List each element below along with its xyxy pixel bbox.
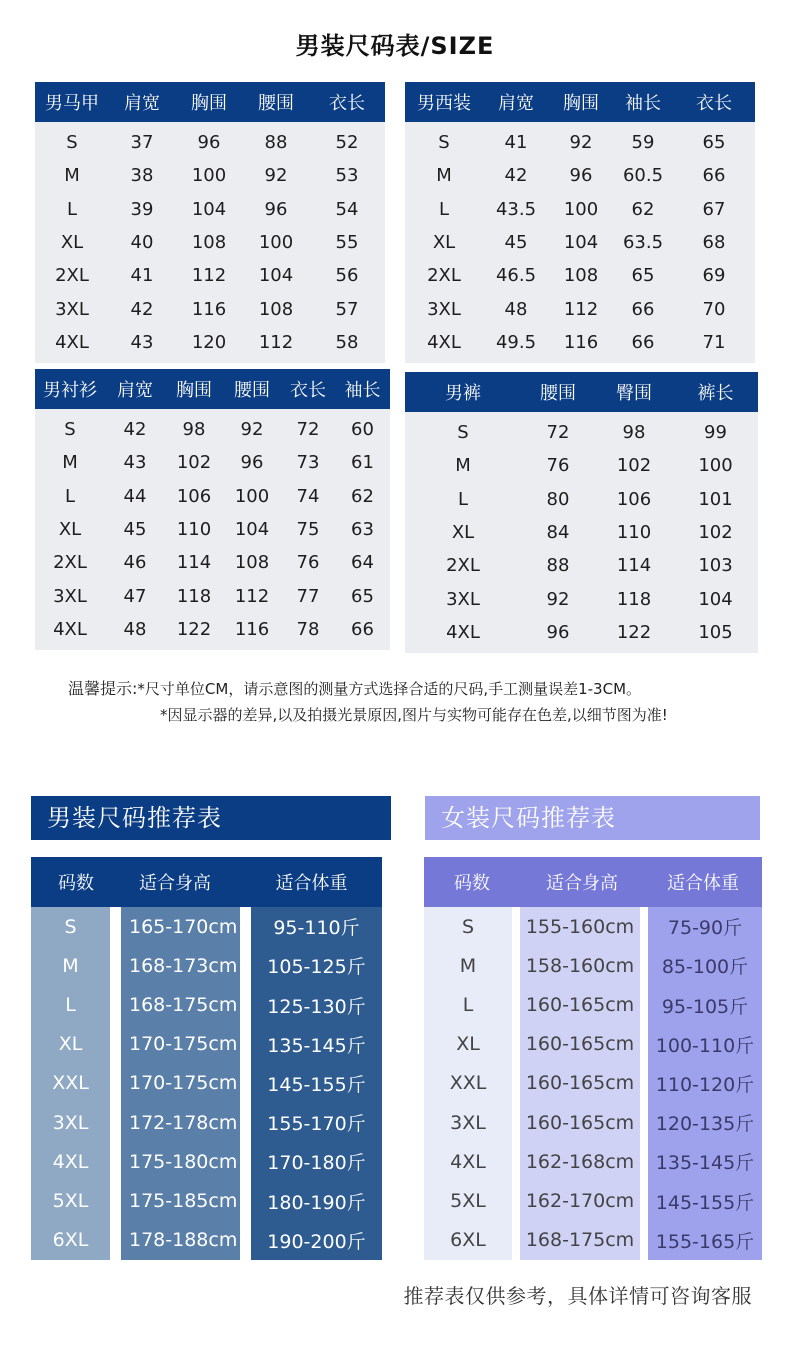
table-cell: 68 xyxy=(702,232,726,254)
table-header-row xyxy=(405,82,755,122)
weight-cell: 135-145斤 xyxy=(655,1152,755,1175)
table-cell: 57 xyxy=(335,298,359,320)
table-cell: 70 xyxy=(702,298,726,320)
header-cell: 袖长 xyxy=(344,380,381,401)
table-cell: 102 xyxy=(176,452,212,474)
weight-cell: 85-100斤 xyxy=(661,956,749,979)
table-cell: 118 xyxy=(176,585,212,607)
table-cell: 67 xyxy=(702,198,726,220)
table-cell: 39 xyxy=(130,198,154,220)
weight-cell: 190-200斤 xyxy=(267,1230,366,1253)
header-cell: 肩宽 xyxy=(498,93,534,114)
table-cell: 108 xyxy=(258,298,294,320)
table-row xyxy=(35,513,390,546)
height-cell: 165-170cm xyxy=(129,915,238,938)
table-header-row xyxy=(35,82,385,122)
weight-cell: 125-130斤 xyxy=(267,995,366,1018)
table-cell: 106 xyxy=(176,485,212,507)
table-cell: 116 xyxy=(563,331,599,353)
women-height-column xyxy=(520,907,640,1260)
table-cell: 2XL xyxy=(55,265,89,287)
header-cell: 裤长 xyxy=(697,383,734,404)
table-cell: 41 xyxy=(130,265,154,287)
header-cell: 袖长 xyxy=(625,93,661,114)
weight-cell: 145-155斤 xyxy=(655,1191,755,1214)
header-cell: 胸围 xyxy=(191,93,227,114)
table-cell: 92 xyxy=(240,419,264,441)
table-row xyxy=(405,412,758,449)
table-cell: 88 xyxy=(264,132,288,154)
height-cell: 172-178cm xyxy=(129,1111,238,1134)
table-cell: 37 xyxy=(130,132,154,154)
weight-cell: 95-110斤 xyxy=(273,917,360,940)
table-cell: 61 xyxy=(351,452,374,474)
table-row xyxy=(35,193,385,226)
size-cell: 4XL xyxy=(450,1150,486,1173)
table-cell: S xyxy=(457,422,469,444)
table-cell: 3XL xyxy=(53,585,87,607)
table-cell: 64 xyxy=(351,552,374,574)
table-cell: 73 xyxy=(296,452,320,474)
table-cell: 100 xyxy=(234,485,270,507)
table-cell: 98 xyxy=(182,419,206,441)
size-cell: XL xyxy=(456,1033,480,1056)
table-row xyxy=(35,579,390,612)
table-row xyxy=(405,483,758,516)
table-row xyxy=(35,480,390,513)
weight-cell: 170-180斤 xyxy=(267,1152,366,1175)
table-cell: 114 xyxy=(176,552,212,574)
suit-size-table xyxy=(405,82,755,363)
table-cell: 108 xyxy=(234,552,270,574)
table-header-row xyxy=(35,369,390,409)
height-cell: 175-180cm xyxy=(129,1150,238,1173)
header-cell: 男裤 xyxy=(445,383,481,404)
table-cell: 112 xyxy=(258,331,294,353)
table-cell: 77 xyxy=(296,585,320,607)
header-cell: 臀围 xyxy=(616,383,652,404)
table-cell: 2XL xyxy=(446,555,480,577)
table-cell: 4XL xyxy=(446,621,480,643)
table-cell: 62 xyxy=(351,485,374,507)
table-cell: 80 xyxy=(546,488,570,510)
table-row xyxy=(405,122,755,159)
table-cell: 2XL xyxy=(427,265,461,287)
height-cell: 160-165cm xyxy=(525,994,635,1017)
table-cell: 112 xyxy=(191,265,227,287)
table-cell: 103 xyxy=(698,555,733,577)
table-cell: 63 xyxy=(351,519,374,541)
size-cell: 5XL xyxy=(52,1190,89,1213)
women-rec-title: 女装尺码推荐表 xyxy=(425,796,760,840)
table-cell: XL xyxy=(451,522,475,544)
table-cell: XL xyxy=(60,232,84,254)
table-cell: 49.5 xyxy=(495,331,537,353)
table-cell: 59 xyxy=(631,132,655,154)
table-cell: 40 xyxy=(130,232,154,254)
table-cell: 99 xyxy=(704,422,727,444)
weight-cell: 100-110斤 xyxy=(655,1034,755,1057)
table-cell: 42 xyxy=(123,419,147,441)
table-cell: 4XL xyxy=(427,331,461,353)
table-cell: 76 xyxy=(296,552,320,574)
table-cell: 122 xyxy=(176,618,212,640)
table-row xyxy=(405,549,758,582)
table-cell: 104 xyxy=(234,519,270,541)
header-cell: 胸围 xyxy=(563,93,599,114)
height-cell: 175-185cm xyxy=(129,1190,238,1213)
table-cell: 62 xyxy=(631,198,655,220)
table-cell: 69 xyxy=(702,265,726,287)
table-cell: 102 xyxy=(698,522,733,544)
table-cell: 58 xyxy=(335,331,359,353)
table-cell: S xyxy=(66,132,78,154)
size-cell: XL xyxy=(58,1033,83,1056)
table-cell: 96 xyxy=(240,452,264,474)
table-cell: 100 xyxy=(563,198,599,220)
table-cell: 110 xyxy=(616,522,652,544)
table-cell: 2XL xyxy=(53,552,87,574)
table-cell: 43 xyxy=(123,452,147,474)
header-cell: 腰围 xyxy=(540,383,576,404)
height-cell: 170-175cm xyxy=(129,1072,238,1095)
table-row xyxy=(35,159,385,192)
size-cell: 5XL xyxy=(450,1190,486,1213)
pants-size-table xyxy=(405,372,758,653)
height-cell: 160-165cm xyxy=(525,1033,635,1056)
table-cell: 116 xyxy=(191,298,227,320)
table-cell: 92 xyxy=(546,588,570,610)
table-cell: 116 xyxy=(234,618,270,640)
table-row xyxy=(405,159,755,192)
table-cell: 54 xyxy=(335,198,359,220)
table-row xyxy=(35,292,385,325)
table-cell: 100 xyxy=(258,232,294,254)
size-cell: M xyxy=(62,954,79,977)
weight-cell: 155-165斤 xyxy=(655,1230,755,1253)
header-cell: 适合身高 xyxy=(139,873,211,894)
weight-cell: 75-90斤 xyxy=(667,917,743,940)
table-cell: 108 xyxy=(191,232,227,254)
header-cell: 男西装 xyxy=(417,93,471,114)
table-cell: 38 xyxy=(130,165,154,187)
table-row xyxy=(405,326,755,363)
table-cell: 78 xyxy=(296,618,320,640)
header-cell: 肩宽 xyxy=(124,93,160,114)
size-cell: S xyxy=(64,915,77,938)
table-row xyxy=(35,226,385,259)
table-cell: XL xyxy=(58,519,82,541)
height-cell: 178-188cm xyxy=(129,1229,238,1252)
height-cell: 158-160cm xyxy=(525,954,635,977)
table-cell: 60 xyxy=(351,419,374,441)
table-cell: 112 xyxy=(234,585,270,607)
table-cell: 102 xyxy=(616,455,652,477)
table-cell: 114 xyxy=(616,555,652,577)
table-row xyxy=(35,446,390,479)
table-cell: 47 xyxy=(123,585,147,607)
table-cell: 46.5 xyxy=(495,265,537,287)
height-cell: 168-175cm xyxy=(129,994,238,1017)
table-cell: 46 xyxy=(123,552,147,574)
table-row xyxy=(35,613,390,650)
table-cell: 100 xyxy=(191,165,227,187)
table-cell: M xyxy=(64,165,80,187)
table-cell: 120 xyxy=(191,331,227,353)
height-cell: 162-170cm xyxy=(525,1190,635,1213)
size-cell: 6XL xyxy=(52,1229,89,1252)
table-row xyxy=(405,582,758,615)
header-cell: 男衬衫 xyxy=(43,380,97,401)
table-row xyxy=(405,616,758,653)
table-cell: S xyxy=(64,419,76,441)
table-cell: 44 xyxy=(123,485,147,507)
table-cell: 48 xyxy=(123,618,147,640)
tips-label: 温馨提示: xyxy=(68,679,138,698)
table-cell: 66 xyxy=(631,331,655,353)
table-cell: 76 xyxy=(546,455,570,477)
table-cell: 42 xyxy=(504,165,528,187)
height-cell: 162-168cm xyxy=(525,1150,635,1173)
women-size-column xyxy=(424,907,512,1260)
table-cell: 96 xyxy=(569,165,593,187)
height-cell: 170-175cm xyxy=(129,1033,238,1056)
table-cell: 84 xyxy=(546,522,570,544)
table-cell: 108 xyxy=(563,265,599,287)
table-cell: 66 xyxy=(702,165,726,187)
table-cell: M xyxy=(62,452,78,474)
table-cell: L xyxy=(66,198,78,220)
height-cell: 168-173cm xyxy=(129,954,238,977)
table-cell: 104 xyxy=(191,198,227,220)
header-cell: 码数 xyxy=(454,873,490,894)
table-cell: 92 xyxy=(569,132,593,154)
table-cell: 106 xyxy=(616,488,652,510)
table-cell: L xyxy=(457,488,469,510)
weight-cell: 120-135斤 xyxy=(655,1113,755,1136)
table-cell: 3XL xyxy=(427,298,461,320)
table-cell: 48 xyxy=(504,298,528,320)
table-row xyxy=(35,259,385,292)
table-cell: 104 xyxy=(258,265,294,287)
table-row xyxy=(35,326,385,363)
table-cell: 65 xyxy=(702,132,726,154)
men-size-column xyxy=(31,907,110,1260)
header-cell: 衣长 xyxy=(329,93,365,114)
table-cell: 100 xyxy=(698,455,733,477)
table-cell: L xyxy=(438,198,450,220)
table-cell: 112 xyxy=(563,298,599,320)
header-cell: 肩宽 xyxy=(117,380,153,401)
weight-cell: 110-120斤 xyxy=(655,1073,755,1096)
table-row xyxy=(405,516,758,549)
table-cell: 118 xyxy=(616,588,652,610)
table-cell: 66 xyxy=(351,618,374,640)
table-cell: M xyxy=(455,455,471,477)
table-cell: 45 xyxy=(123,519,147,541)
header-cell: 腰围 xyxy=(234,380,270,401)
table-cell: 96 xyxy=(546,621,570,643)
header-cell: 男马甲 xyxy=(45,93,99,114)
table-row xyxy=(405,193,755,226)
table-cell: 92 xyxy=(264,165,288,187)
table-cell: 65 xyxy=(631,265,655,287)
size-cell: L xyxy=(462,994,474,1017)
table-row xyxy=(35,546,390,579)
women-weight-column xyxy=(648,907,762,1260)
footer-note: 推荐表仅供参考，具体详情可咨询客服 xyxy=(403,1284,752,1308)
table-cell: 75 xyxy=(296,519,320,541)
page-title: 男装尺码表/SIZE xyxy=(295,32,495,60)
table-row xyxy=(405,259,755,292)
table-cell: 65 xyxy=(351,585,374,607)
header-cell: 衣长 xyxy=(696,93,732,114)
table-cell: 42 xyxy=(130,298,154,320)
table-row xyxy=(35,122,385,159)
table-cell: 3XL xyxy=(446,588,480,610)
table-cell: XL xyxy=(432,232,456,254)
table-cell: M xyxy=(436,165,452,187)
header-cell: 腰围 xyxy=(258,93,294,114)
table-cell: 55 xyxy=(335,232,359,254)
table-cell: 101 xyxy=(698,488,733,510)
table-row xyxy=(35,409,390,446)
shirt-size-table xyxy=(35,369,390,650)
tips-block xyxy=(68,676,668,728)
table-cell: 104 xyxy=(698,588,733,610)
table-cell: 72 xyxy=(296,419,320,441)
size-cell: S xyxy=(461,915,475,938)
header-cell: 码数 xyxy=(58,873,94,894)
header-cell: 适合体重 xyxy=(667,873,739,894)
table-cell: 96 xyxy=(264,198,288,220)
size-cell: L xyxy=(65,994,76,1017)
table-cell: 45 xyxy=(504,232,528,254)
tip-line-2: *因显示器的差异,以及拍摄光景原因,图片与实物可能存在色差,以细节图为准! xyxy=(160,706,668,724)
vest-size-table xyxy=(35,82,385,363)
table-cell: 96 xyxy=(197,132,221,154)
size-cell: 4XL xyxy=(52,1150,89,1173)
tip-line-1: *尺寸单位CM，请示意图的测量方式选择合适的尺码,手工测量误差1-3CM。 xyxy=(137,680,642,698)
size-cell: M xyxy=(459,954,477,977)
weight-cell: 155-170斤 xyxy=(267,1113,366,1136)
height-cell: 155-160cm xyxy=(525,915,635,938)
height-cell: 160-165cm xyxy=(525,1072,635,1095)
table-cell: 43.5 xyxy=(495,198,537,220)
weight-cell: 135-145斤 xyxy=(267,1034,366,1057)
table-cell: 56 xyxy=(335,265,359,287)
header-cell: 适合身高 xyxy=(546,873,618,894)
table-cell: 72 xyxy=(546,422,570,444)
table-row xyxy=(405,292,755,325)
table-cell: 88 xyxy=(546,555,570,577)
table-cell: 4XL xyxy=(53,618,87,640)
table-row xyxy=(405,449,758,482)
size-cell: XXL xyxy=(449,1072,487,1095)
table-cell: 43 xyxy=(130,331,154,353)
table-cell: 122 xyxy=(616,621,652,643)
size-cell: 3XL xyxy=(450,1111,486,1134)
men-rec-title: 男装尺码推荐表 xyxy=(31,796,391,840)
header-cell: 适合体重 xyxy=(275,873,348,894)
table-cell: 104 xyxy=(563,232,599,254)
weight-cell: 105-125斤 xyxy=(267,956,366,979)
weight-cell: 145-155斤 xyxy=(267,1073,366,1096)
table-cell: L xyxy=(64,485,76,507)
table-cell: 60.5 xyxy=(622,165,664,187)
size-cell: 3XL xyxy=(52,1111,89,1134)
table-cell: 52 xyxy=(335,132,359,154)
women-rec-header xyxy=(424,857,762,907)
men-height-column xyxy=(121,907,240,1260)
table-cell: 66 xyxy=(631,298,655,320)
table-cell: 3XL xyxy=(55,298,89,320)
size-cell: XXL xyxy=(52,1072,89,1095)
header-cell: 胸围 xyxy=(176,380,212,401)
weight-cell: 180-190斤 xyxy=(267,1191,366,1214)
table-cell: 41 xyxy=(504,132,528,154)
header-cell: 衣长 xyxy=(290,380,326,401)
table-cell: 110 xyxy=(176,519,212,541)
height-cell: 160-165cm xyxy=(525,1111,635,1134)
height-cell: 168-175cm xyxy=(525,1229,635,1252)
table-cell: S xyxy=(438,132,450,154)
table-cell: 74 xyxy=(296,485,320,507)
men-rec-header xyxy=(31,857,382,907)
table-cell: 63.5 xyxy=(622,232,664,254)
table-cell: 98 xyxy=(622,422,646,444)
table-cell: 4XL xyxy=(55,331,89,353)
table-cell: 71 xyxy=(702,331,726,353)
table-cell: 53 xyxy=(335,165,359,187)
weight-cell: 95-105斤 xyxy=(661,995,749,1018)
size-cell: 6XL xyxy=(450,1229,486,1252)
table-cell: 105 xyxy=(698,621,733,643)
table-row xyxy=(405,226,755,259)
men-weight-column xyxy=(251,907,382,1260)
table-header-row xyxy=(405,372,758,412)
